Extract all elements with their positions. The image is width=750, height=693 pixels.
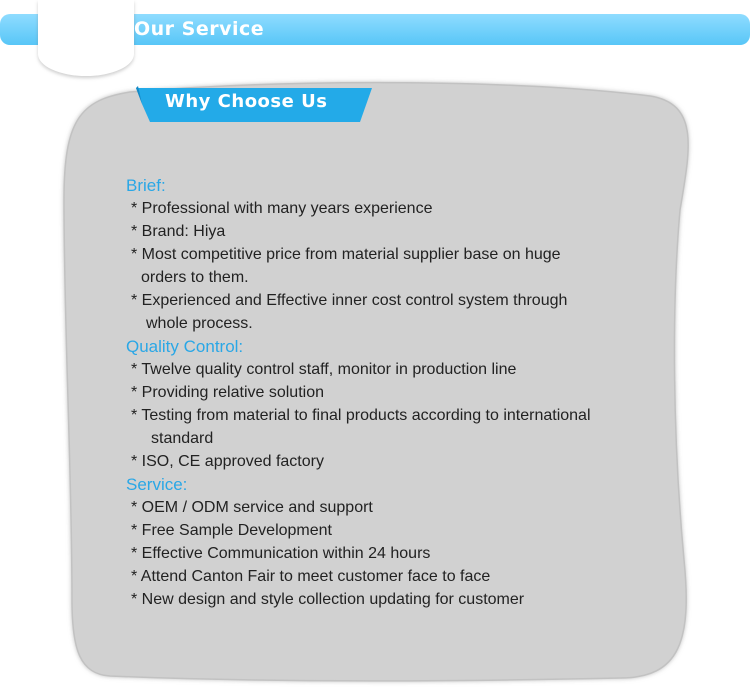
list-item: * Testing from material to final products according to international standard — [131, 407, 591, 447]
list-item: * Brand: Hiya — [131, 223, 226, 240]
list-item: * Experienced and Effective inner cost control system through whole process. — [131, 292, 568, 332]
list-item: * Professional with many years experience — [131, 200, 433, 217]
section-brief — [126, 174, 686, 335]
list-item: * Most competitive price from material supplier base on huge orders to them. — [131, 246, 561, 286]
list-item: * Effective Communication within 24 hours — [131, 545, 431, 562]
section-heading: Quality Control: — [126, 337, 244, 356]
list-item: * Providing relative solution — [131, 384, 324, 401]
section-service — [126, 473, 686, 611]
section-heading: Brief: — [126, 176, 166, 195]
ribbon-title: Why Choose Us — [165, 91, 328, 112]
section-quality-control — [126, 335, 686, 473]
card-content — [126, 174, 686, 611]
list-item: * ISO, CE approved factory — [131, 453, 324, 470]
banner-title: Our Service — [134, 18, 265, 40]
list-item: * OEM / ODM service and support — [131, 499, 373, 516]
list-item: * Twelve quality control staff, monitor in production line — [131, 361, 517, 378]
list-item: * Attend Canton Fair to meet customer face to face — [131, 568, 491, 585]
list-item: * Free Sample Development — [131, 522, 332, 539]
section-heading: Service: — [126, 475, 188, 494]
list-item: * New design and style collection updating for customer — [131, 591, 525, 608]
